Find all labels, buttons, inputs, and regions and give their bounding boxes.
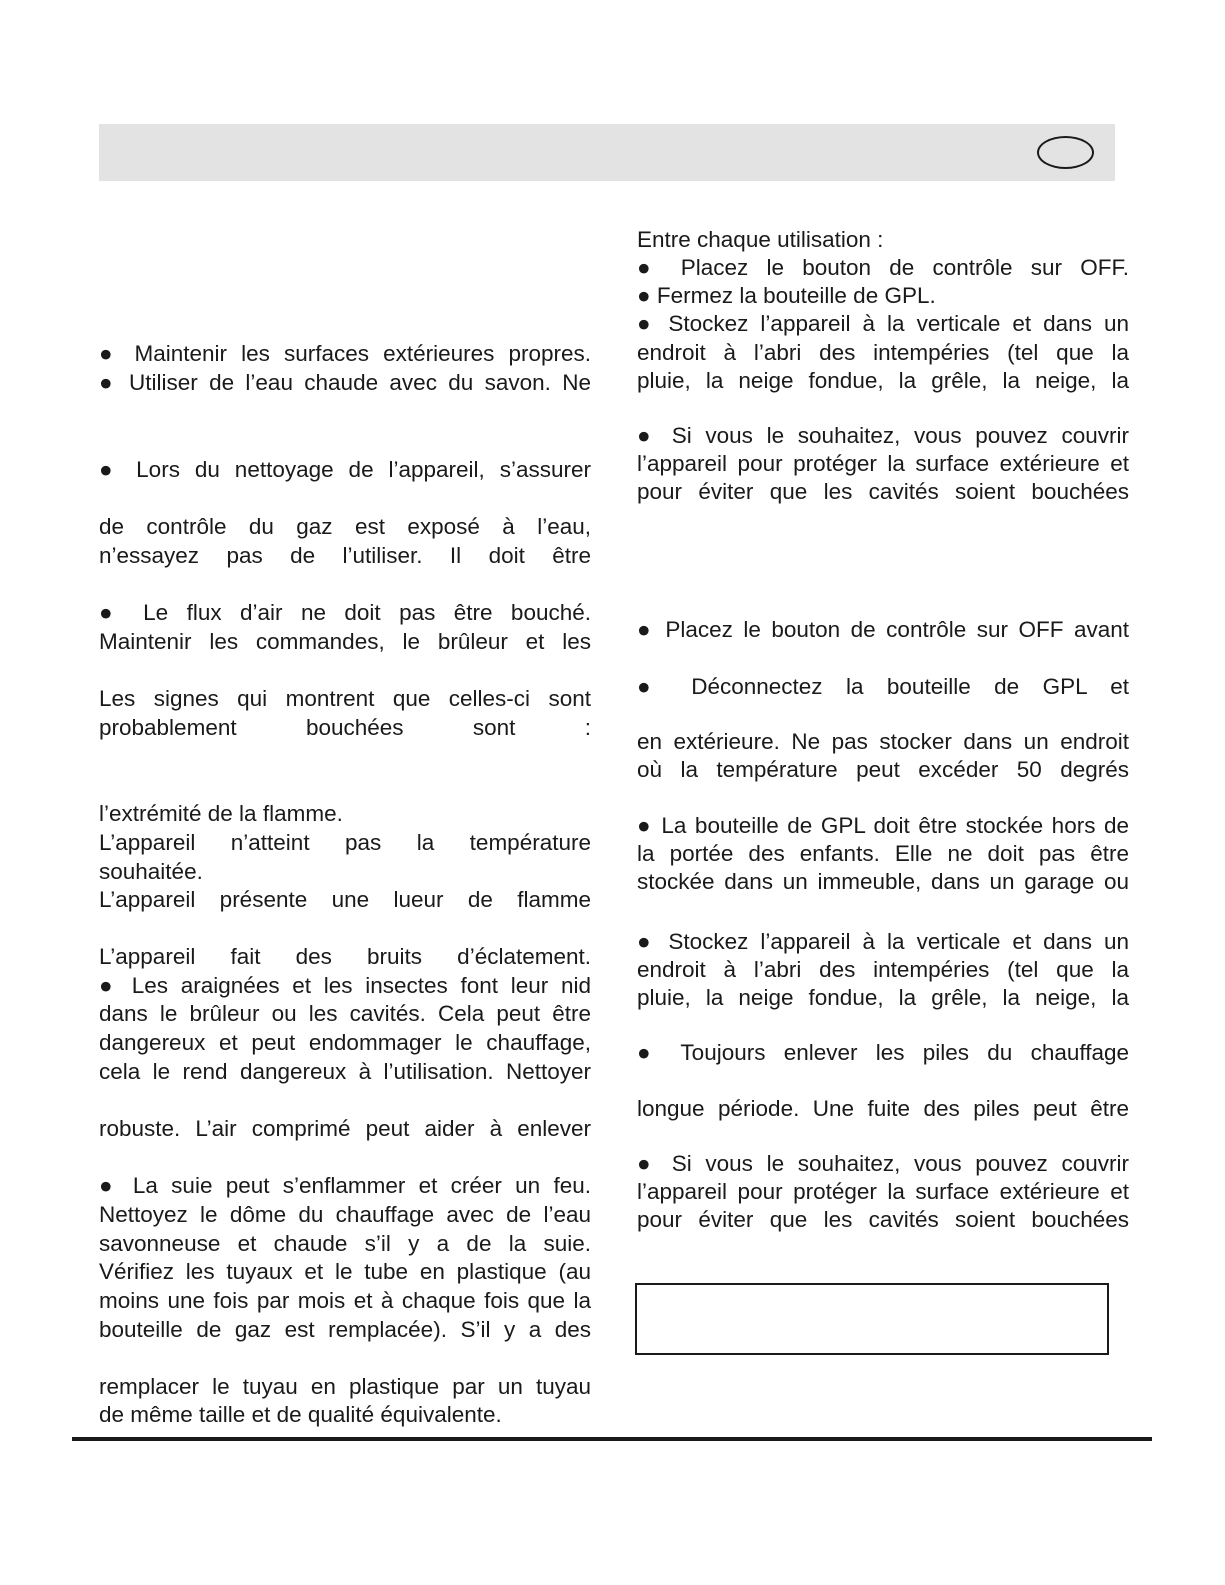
text-line: l’extrémité de la flamme.: [99, 801, 343, 826]
text-line: L’appareil n’atteint pas la température: [99, 830, 591, 855]
text-line: ● Stockez l’appareil à la verticale et dans un: [637, 311, 1129, 336]
text-line: ● Utiliser de l’eau chaude avec du savon. Ne: [99, 370, 591, 395]
text-line: remplacer le tuyau en plastique par un tuyau: [99, 1374, 591, 1399]
text-line: ● Si vous le souhaitez, vous pouvez couvrir: [637, 423, 1129, 448]
text-line: pluie, la neige fondue, la grêle, la neige, la: [637, 985, 1129, 1010]
text-line: endroit à l’abri des intempéries (tel que la: [637, 957, 1129, 982]
text-line: ● Toujours enlever les piles du chauffage: [637, 1040, 1129, 1065]
text-line: l’appareil pour protéger la surface extérieure et: [637, 1179, 1129, 1204]
text-line: l’appareil pour protéger la surface extérieure et: [637, 451, 1129, 476]
text-line: stockée dans un immeuble, dans un garage ou: [637, 869, 1129, 894]
text-line: cela le rend dangereux à l’utilisation. Nettoyer: [99, 1059, 591, 1084]
text-line: longue période. Une fuite des piles peut être: [637, 1096, 1129, 1121]
text-line: n’essayez pas de l’utiliser. Il doit être: [99, 543, 591, 568]
text-line: L’appareil fait des bruits d’éclatement.: [99, 944, 591, 969]
text-line: ● Stockez l’appareil à la verticale et dans un: [637, 929, 1129, 954]
section-header-bar: [99, 124, 1115, 181]
text-line: pour éviter que les cavités soient bouchées: [637, 1207, 1129, 1232]
text-line: probablement bouchées sont :: [99, 715, 591, 740]
text-line: Nettoyez le dôme du chauffage avec de l’eau: [99, 1202, 591, 1227]
text-line: moins une fois par mois et à chaque fois que la: [99, 1288, 591, 1313]
text-line: bouteille de gaz est remplacée). S’il y a des: [99, 1317, 591, 1342]
text-line: ● Si vous le souhaitez, vous pouvez couvrir: [637, 1151, 1129, 1176]
language-badge: [1037, 136, 1094, 169]
text-line: de même taille et de qualité équivalente.: [99, 1402, 502, 1427]
text-line: pour éviter que les cavités soient bouchées: [637, 479, 1129, 504]
text-line: ● Placez le bouton de contrôle sur OFF.: [637, 255, 1129, 280]
text-line: où la température peut excéder 50 degrés: [637, 757, 1129, 782]
text-line: Vérifiez les tuyaux et le tube en plastique (au: [99, 1259, 591, 1284]
footer-rule: [72, 1437, 1152, 1441]
text-line: ● Placez le bouton de contrôle sur OFF avant: [637, 617, 1129, 642]
text-line: L’appareil présente une lueur de flamme: [99, 887, 591, 912]
text-line: endroit à l’abri des intempéries (tel que la: [637, 340, 1129, 365]
text-line: ● Le flux d’air ne doit pas être bouché.: [99, 600, 591, 625]
text-line: la portée des enfants. Elle ne doit pas être: [637, 841, 1129, 866]
text-line: Les signes qui montrent que celles-ci sont: [99, 686, 591, 711]
text-line: Maintenir les commandes, le brûleur et les: [99, 629, 591, 654]
text-line: ● Maintenir les surfaces extérieures propres.: [99, 341, 591, 366]
text-line: dangereux et peut endommager le chauffage,: [99, 1030, 591, 1055]
text-line: ● La suie peut s’enflammer et créer un feu.: [99, 1173, 591, 1198]
text-line: dans le brûleur ou les cavités. Cela peut être: [99, 1001, 591, 1026]
text-line: ● Déconnectez la bouteille de GPL et: [637, 674, 1129, 699]
text-line: robuste. L’air comprimé peut aider à enlever: [99, 1116, 591, 1141]
text-line: de contrôle du gaz est exposé à l’eau,: [99, 514, 591, 539]
note-box: [635, 1283, 1109, 1355]
text-line: souhaitée.: [99, 859, 203, 884]
text-line: ● La bouteille de GPL doit être stockée hors de: [637, 813, 1129, 838]
text-line: savonneuse et chaude s’il y a de la suie.: [99, 1231, 591, 1256]
text-line: Entre chaque utilisation :: [637, 227, 884, 252]
text-line: en extérieure. Ne pas stocker dans un endroit: [637, 729, 1129, 754]
text-line: ● Fermez la bouteille de GPL.: [637, 283, 936, 308]
text-line: pluie, la neige fondue, la grêle, la neige, la: [637, 368, 1129, 393]
text-line: ● Les araignées et les insectes font leur nid: [99, 973, 591, 998]
text-line: ● Lors du nettoyage de l’appareil, s’assurer: [99, 457, 591, 482]
